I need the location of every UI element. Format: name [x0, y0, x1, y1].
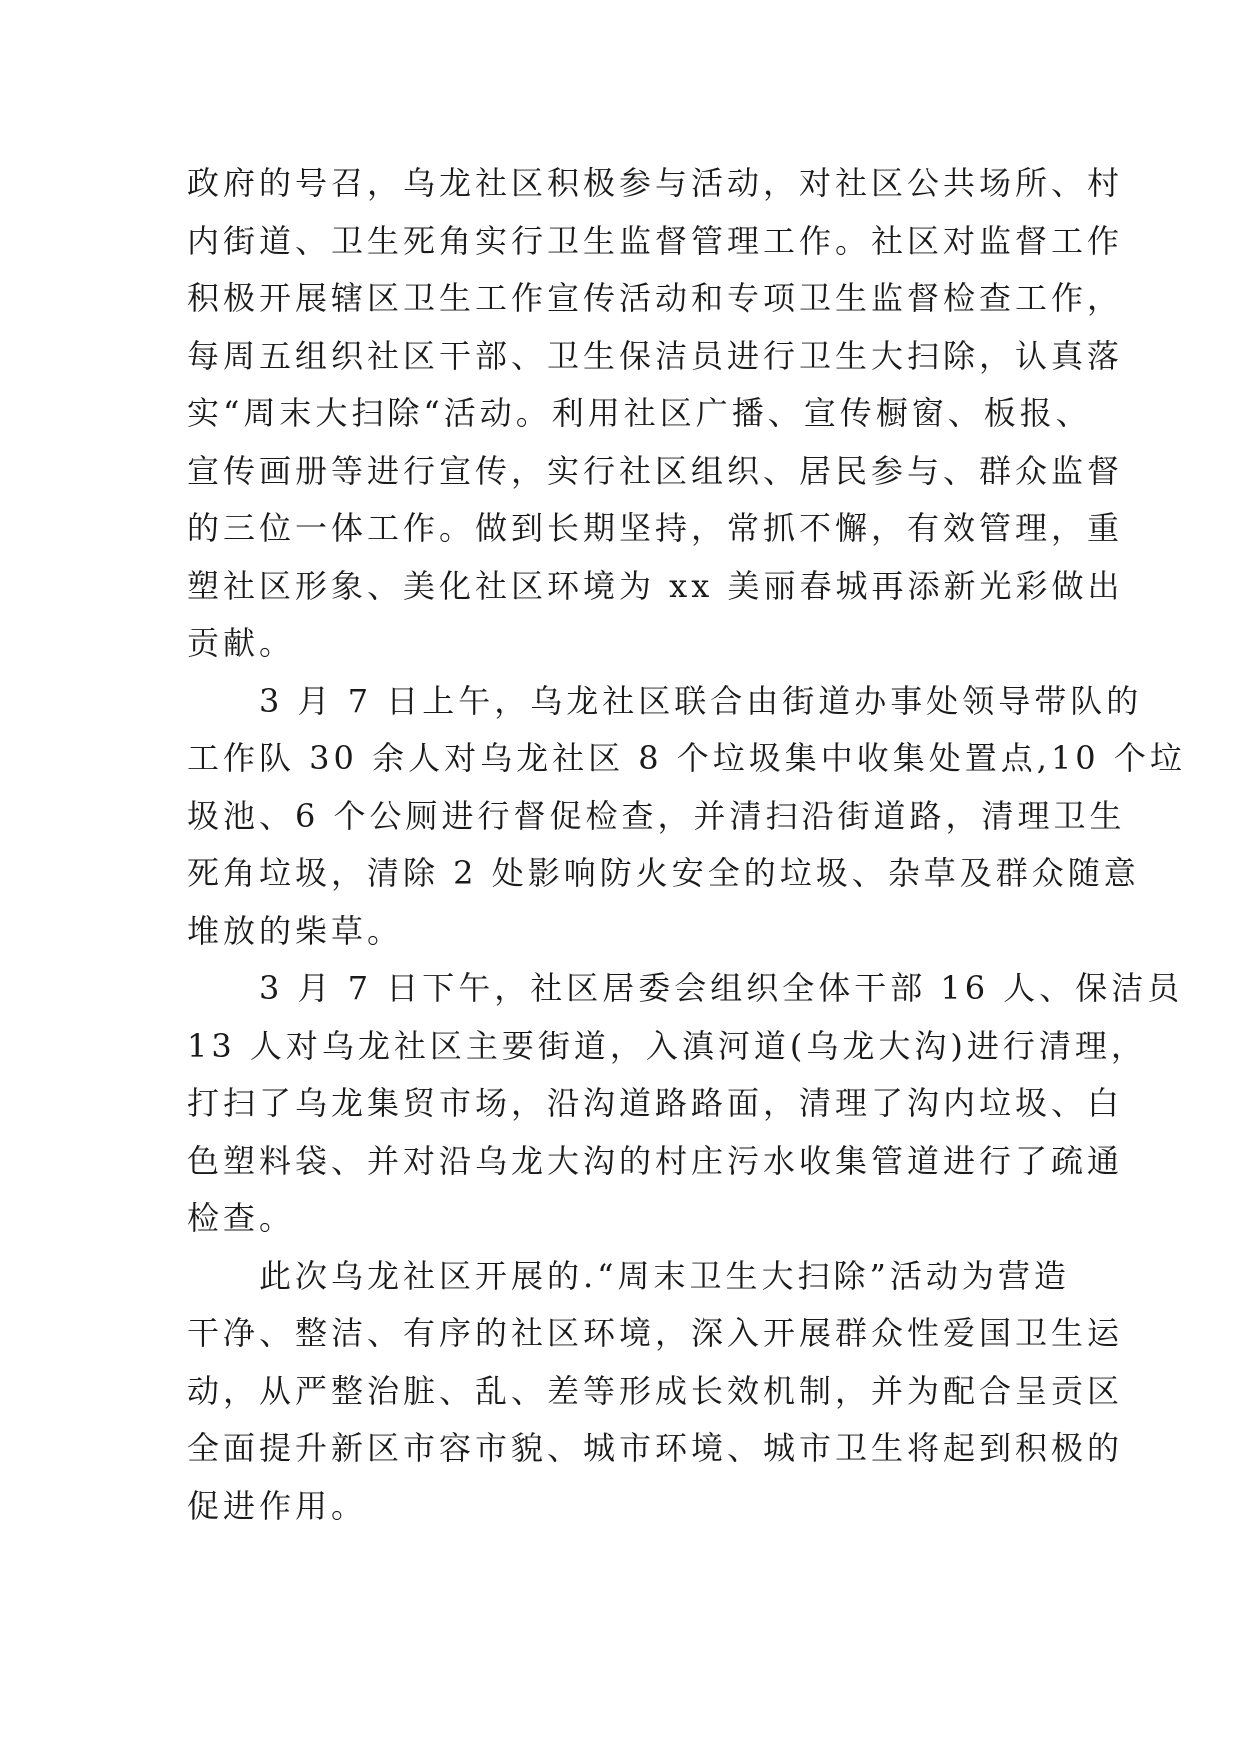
text-line: 动，从严整治脏、乱、差等形成长效机制，并为配合呈贡区: [187, 1371, 1124, 1410]
text-line: 贡献。: [187, 624, 296, 662]
text-line: 死角垃圾，清除 2 处影响防火安全的垃圾、杂草及群众随意: [187, 854, 1140, 892]
text-line: 的三位一体工作。做到长期坚持，常抓不懈，有效管理，重: [187, 509, 1124, 547]
text-line: 工作队 30 余人对乌龙社区 8 个垃圾集中收集处置点,10 个垃: [187, 739, 1186, 777]
text-line: 圾池、6 个公厕进行督促检查，并清扫沿街道路，清理卫生: [187, 796, 1126, 835]
text-line: 干净、整洁、有序的社区环境，深入开展群众性爱国卫生运: [187, 1314, 1124, 1352]
text-line: 色塑料袋、并对沿乌龙大沟的村庄污水收集管道进行了疏通: [187, 1141, 1124, 1180]
text-line: 政府的号召，乌龙社区积极参与活动，对社区公共场所、村: [187, 164, 1124, 202]
text-line: 塑社区形象、美化社区环境为 xx 美丽春城再添新光彩做出: [187, 566, 1124, 605]
text-line: 检查。: [187, 1199, 296, 1237]
text-line: 3 月 7 日上午，乌龙社区联合由街道办事处领导带队的: [259, 681, 1143, 720]
text-line: 内街道、卫生死角实行卫生监督管理工作。社区对监督工作: [187, 221, 1124, 260]
paragraph-3: [187, 960, 1184, 1248]
text-line: 全面提升新区市容市貌、城市环境、城市卫生将起到积极的: [187, 1429, 1124, 1467]
text-line: 每周五组织社区干部、卫生保洁员进行卫生大扫除，认真落: [187, 336, 1124, 375]
text-line: 此次乌龙社区开展的.“周末卫生大扫除”活动为营造: [259, 1256, 1070, 1295]
text-line: 3 月 7 日下午，社区居委会组织全体干部 16 人、保洁员: [259, 969, 1184, 1007]
text-line: 13 人对乌龙社区主要街道，入滇河道(乌龙大沟)进行清理，: [187, 1026, 1147, 1065]
text-line: 宣传画册等进行宣传，实行社区组织、居民参与、群众监督: [187, 451, 1124, 490]
text-line: 积极开展辖区卫生工作宣传活动和专项卫生监督检查工作，: [187, 279, 1124, 317]
paragraph-1: [187, 155, 1124, 673]
paragraph-4: [187, 1248, 1124, 1536]
text-line: 打扫了乌龙集贸市场，沿沟道路路面，清理了沟内垃圾、白: [187, 1084, 1124, 1122]
text-line: 实“周末大扫除“活动。利用社区广播、宣传橱窗、板报、: [187, 394, 1092, 432]
document-body: [187, 155, 1186, 1535]
text-line: 促进作用。: [187, 1486, 368, 1525]
text-line: 堆放的柴草。: [187, 911, 404, 950]
paragraph-2: [187, 673, 1186, 961]
